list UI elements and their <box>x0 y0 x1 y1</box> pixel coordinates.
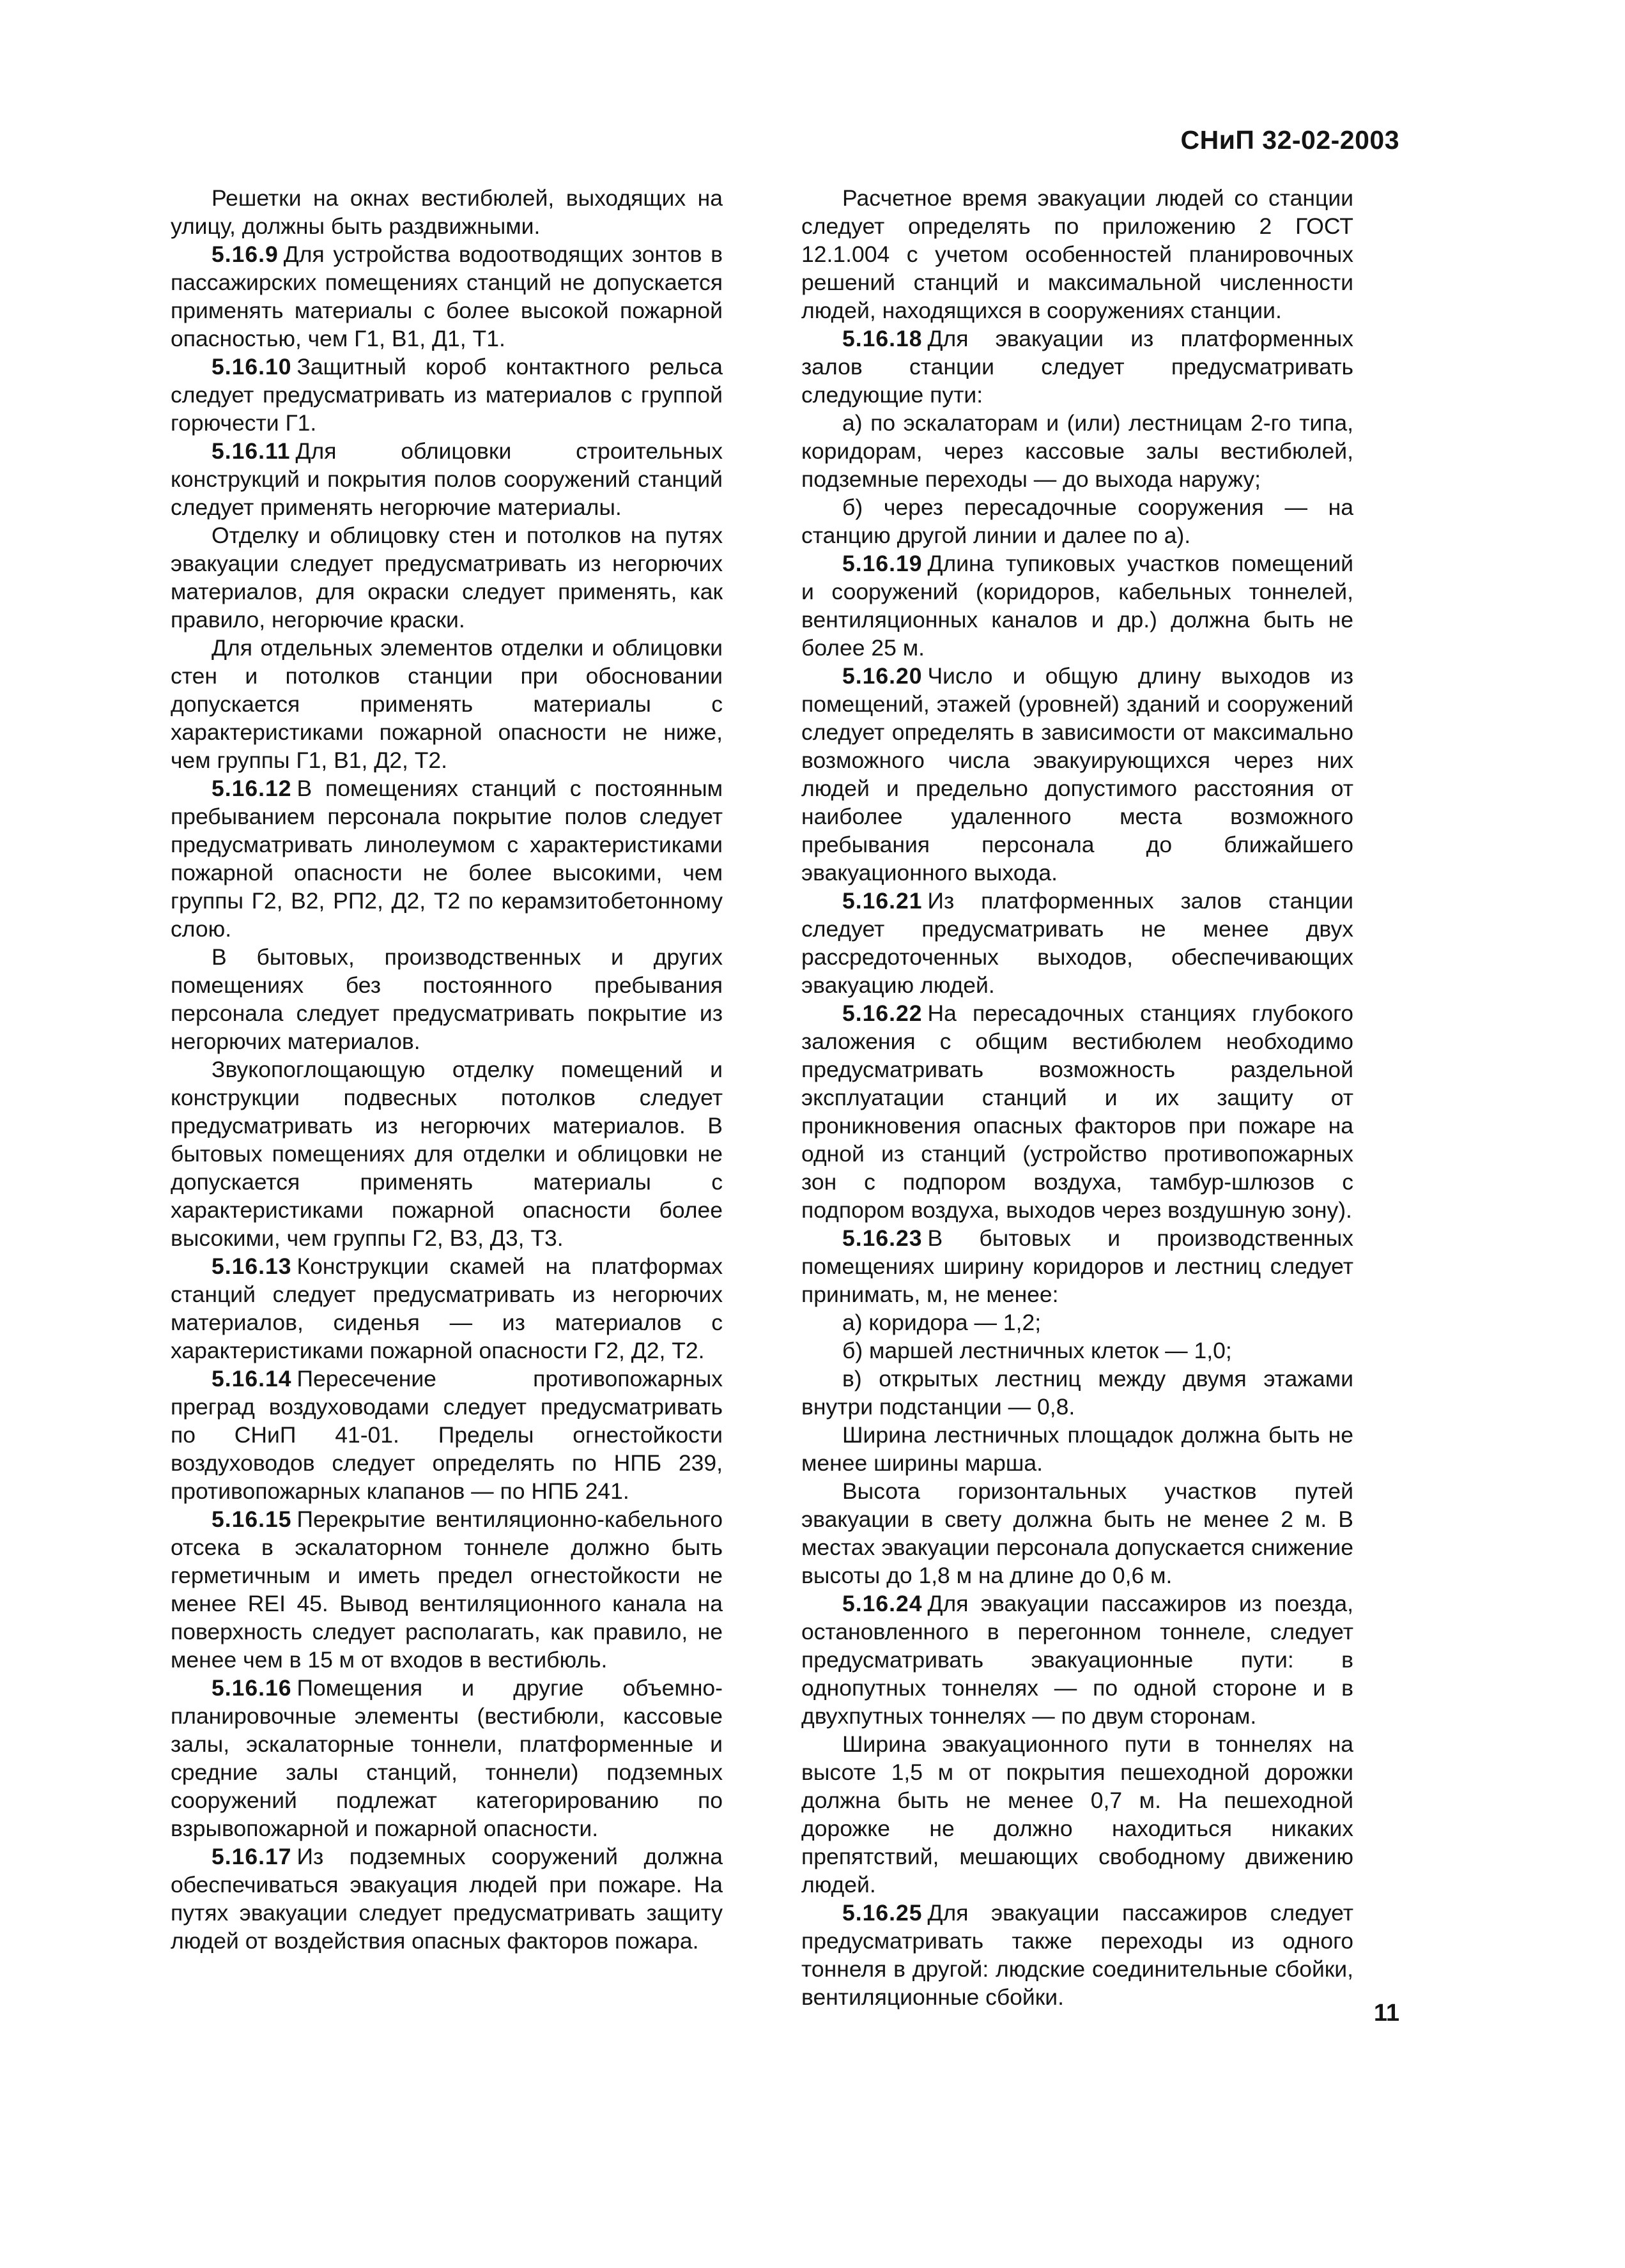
clause-paragraph <box>171 1505 723 1674</box>
text-paragraph <box>171 634 723 774</box>
paragraph-text: Для эвакуации пассажиров из поезда, остановленного в перегонном тоннеле, следует предусматривать эвакуационные пути: в однопутных тоннелях — по одной стороне и в двухпутных тоннелях — по двум сторонам. <box>801 1591 1353 1729</box>
paragraph-text: Из платформенных залов станции следует предусматривать не менее двух рассредоточенных выходов, обеспечивающих эвакуацию людей. <box>801 888 1353 998</box>
paragraph-text: Число и общую длину выходов из помещений, этажей (уровней) зданий и сооружений следует определять в зависимости от максимально возможного числа эвакуирующихся через них людей и предельно допустимого расстояния от наиболее удаленного места возможного пребывания персонала до ближайшего эвакуационного выхода. <box>801 663 1353 885</box>
clause-paragraph <box>801 662 1353 887</box>
text-paragraph <box>801 184 1353 325</box>
text-paragraph <box>801 1730 1353 1899</box>
paragraph-text: Для эвакуации пассажиров следует предусматривать также переходы из одного тоннеля в другой: людские соединительные сбойки, вентиляционные сбойки. <box>801 1900 1353 2010</box>
clause-paragraph <box>801 549 1353 662</box>
clause-paragraph <box>171 774 723 943</box>
clause-number: 5.16.24 <box>842 1591 923 1616</box>
paragraph-text: Для устройства водоотводящих зонтов в пассажирских помещениях станций не допускается применять материалы с более высокой пожарной опасностью, чем Г1, В1, Д1, Т1. <box>171 241 723 351</box>
text-paragraph <box>171 184 723 240</box>
paragraph-text: Конструкции скамей на платформах станций следует предусматривать из негорючих материалов, сиденья — из материалов с характеристиками пожарной опасности Г2, Д2, Т2. <box>171 1253 723 1363</box>
paragraph-text: в) открытых лестниц между двумя этажами внутри подстанции — 0,8. <box>801 1366 1353 1420</box>
clause-number: 5.16.9 <box>212 241 279 267</box>
paragraph-text: Защитный короб контактного рельса следует предусматривать из материалов с группой горючести Г1. <box>171 354 723 436</box>
clause-number: 5.16.17 <box>212 1844 292 1869</box>
clause-number: 5.16.13 <box>212 1253 292 1279</box>
clause-paragraph <box>801 325 1353 409</box>
clause-number: 5.16.12 <box>212 776 292 801</box>
clause-paragraph <box>171 1843 723 1955</box>
text-paragraph <box>801 409 1353 493</box>
text-paragraph <box>171 943 723 1055</box>
text-paragraph <box>801 1337 1353 1365</box>
right-column <box>801 184 1353 2011</box>
clause-paragraph <box>801 1224 1353 1308</box>
left-column <box>171 184 723 1955</box>
paragraph-text: В бытовых и производственных помещениях ширину коридоров и лестниц следует принимать, м, не менее: <box>801 1225 1353 1307</box>
clause-number: 5.16.16 <box>212 1675 292 1701</box>
clause-paragraph <box>801 887 1353 999</box>
paragraph-text: Перекрытие вентиляционно-кабельного отсека в эскалаторном тоннеле должно быть герметичным и иметь предел огнестойкости не менее REI 45. Вывод вентиляционного канала на поверхность следует располагать, как правило, не менее чем в 15 м от входов в вестибюль. <box>171 1506 723 1673</box>
clause-paragraph <box>171 437 723 521</box>
clause-paragraph <box>171 1674 723 1843</box>
text-paragraph <box>801 1308 1353 1337</box>
text-paragraph <box>171 521 723 634</box>
clause-number: 5.16.19 <box>842 551 923 576</box>
clause-number: 5.16.20 <box>842 663 923 689</box>
paragraph-text: б) через пересадочные сооружения — на станцию другой линии и далее по а). <box>801 494 1353 548</box>
clause-paragraph <box>801 1899 1353 2011</box>
clause-paragraph <box>801 999 1353 1224</box>
paragraph-text: Для отдельных элементов отделки и облицовки стен и потолков станции при обосновании допускается применять материалы с характеристиками пожарной опасности не ниже, чем группы Г1, В1, Д2, Т2. <box>171 635 723 773</box>
paragraph-text: Решетки на окнах вестибюлей, выходящих на улицу, должны быть раздвижными. <box>171 185 723 239</box>
paragraph-text: Ширина эвакуационного пути в тоннелях на высоте 1,5 м от покрытия пешеходной дорожки должна быть не менее 0,7 м. На пешеходной дорожке не должно находиться никаких препятствий, мешающих свободному движению людей. <box>801 1731 1353 1897</box>
text-paragraph <box>801 1477 1353 1590</box>
clause-paragraph <box>171 353 723 437</box>
document-code: СНиП 32-02-2003 <box>1180 125 1399 155</box>
clause-number: 5.16.18 <box>842 326 923 351</box>
paragraph-text: Пересечение противопожарных преград воздуховодами следует предусматривать по СНиП 41-01. Пределы огнестойкости воздуховодов следует определять по НПБ 239, противопожарных клапанов — по НПБ 241. <box>171 1366 723 1504</box>
paragraph-text: б) маршей лестничных клеток — 1,0; <box>842 1338 1232 1363</box>
paragraph-text: а) по эскалаторам и (или) лестницам 2-го типа, коридорам, через кассовые залы вестибюлей, подземные переходы — до выхода наружу; <box>801 410 1353 492</box>
paragraph-text: Отделку и облицовку стен и потолков на путях эвакуации следует предусматривать из негорючих материалов, для окраски следует применять, как правило, негорючие краски. <box>171 523 723 632</box>
paragraph-text: Ширина лестничных площадок должна быть не менее ширины марша. <box>801 1422 1353 1476</box>
clause-number: 5.16.25 <box>842 1900 923 1926</box>
page-number: 11 <box>1373 2000 1399 2027</box>
paragraph-text: Помещения и другие объемно-планировочные элементы (вестибюли, кассовые залы, эскалаторные тоннели, платформенные и средние залы станций, тоннели) подземных сооружений подлежат категорированию по взрывопожарной и пожарной опасности. <box>171 1675 723 1841</box>
clause-number: 5.16.15 <box>212 1506 292 1532</box>
paragraph-text: На пересадочных станциях глубокого заложения с общим вестибюлем необходимо предусматривать возможность раздельной эксплуатации станций и их защиту от проникновения опасных факторов при пожаре на одной из станций (устройство противопожарных зон с подпором воздуха, тамбур-шлюзов с подпором воздуха, выходов через воздушную зону). <box>801 1000 1353 1223</box>
text-paragraph <box>171 1055 723 1252</box>
paragraph-text: Длина тупиковых участков помещений и сооружений (коридоров, кабельных тоннелей, вентиляционных каналов и др.) должна быть не более 25 м. <box>801 551 1353 661</box>
text-paragraph <box>801 493 1353 549</box>
paragraph-text: Звукопоглощающую отделку помещений и конструкции подвесных потолков следует предусматривать из негорючих материалов. В бытовых помещениях для отделки и облицовки не допускается применять материалы с характеристиками пожарной опасности более высокими, чем группы Г2, В3, Д3, Т3. <box>171 1057 723 1251</box>
clause-paragraph <box>171 1252 723 1365</box>
clause-paragraph <box>171 240 723 353</box>
clause-number: 5.16.21 <box>842 888 923 914</box>
text-paragraph <box>801 1365 1353 1421</box>
paragraph-text: Расчетное время эвакуации людей со станции следует определять по приложению 2 ГОСТ 12.1.004 с учетом особенностей планировочных решений станций и максимальной численности людей, находящихся в сооружениях станции. <box>801 185 1353 323</box>
clause-number: 5.16.11 <box>212 438 291 464</box>
paragraph-text: а) коридора — 1,2; <box>842 1310 1042 1335</box>
paragraph-text: В помещениях станций с постоянным пребыванием персонала покрытие полов следует предусматривать линолеумом с характеристиками пожарной опасности не более высокими, чем группы Г2, В2, РП2, Д2, Т2 по керамзитобетонному слою. <box>171 776 723 942</box>
paragraph-text: В бытовых, производственных и других помещениях без постоянного пребывания персонала следует предусматривать покрытие из негорючих материалов. <box>171 944 723 1054</box>
clause-number: 5.16.23 <box>842 1225 923 1251</box>
clause-number: 5.16.10 <box>212 354 292 379</box>
paragraph-text: Из подземных сооружений должна обеспечиваться эвакуация людей при пожаре. На путях эвакуации следует предусматривать защиту людей от воздействия опасных факторов пожара. <box>171 1844 723 1954</box>
clause-number: 5.16.22 <box>842 1000 923 1026</box>
paragraph-text: Высота горизонтальных участков путей эвакуации в свету должна быть не менее 2 м. В местах эвакуации персонала допускается снижение высоты до 1,8 м на длине до 0,6 м. <box>801 1478 1353 1588</box>
clause-number: 5.16.14 <box>212 1366 292 1391</box>
paragraph-text: Для эвакуации из платформенных залов станции следует предусматривать следующие пути: <box>801 326 1353 408</box>
clause-paragraph <box>801 1590 1353 1730</box>
paragraph-text: Для облицовки строительных конструкций и покрытия полов сооружений станций следует применять негорючие материалы. <box>171 438 723 520</box>
text-paragraph <box>801 1421 1353 1477</box>
clause-paragraph <box>171 1365 723 1505</box>
